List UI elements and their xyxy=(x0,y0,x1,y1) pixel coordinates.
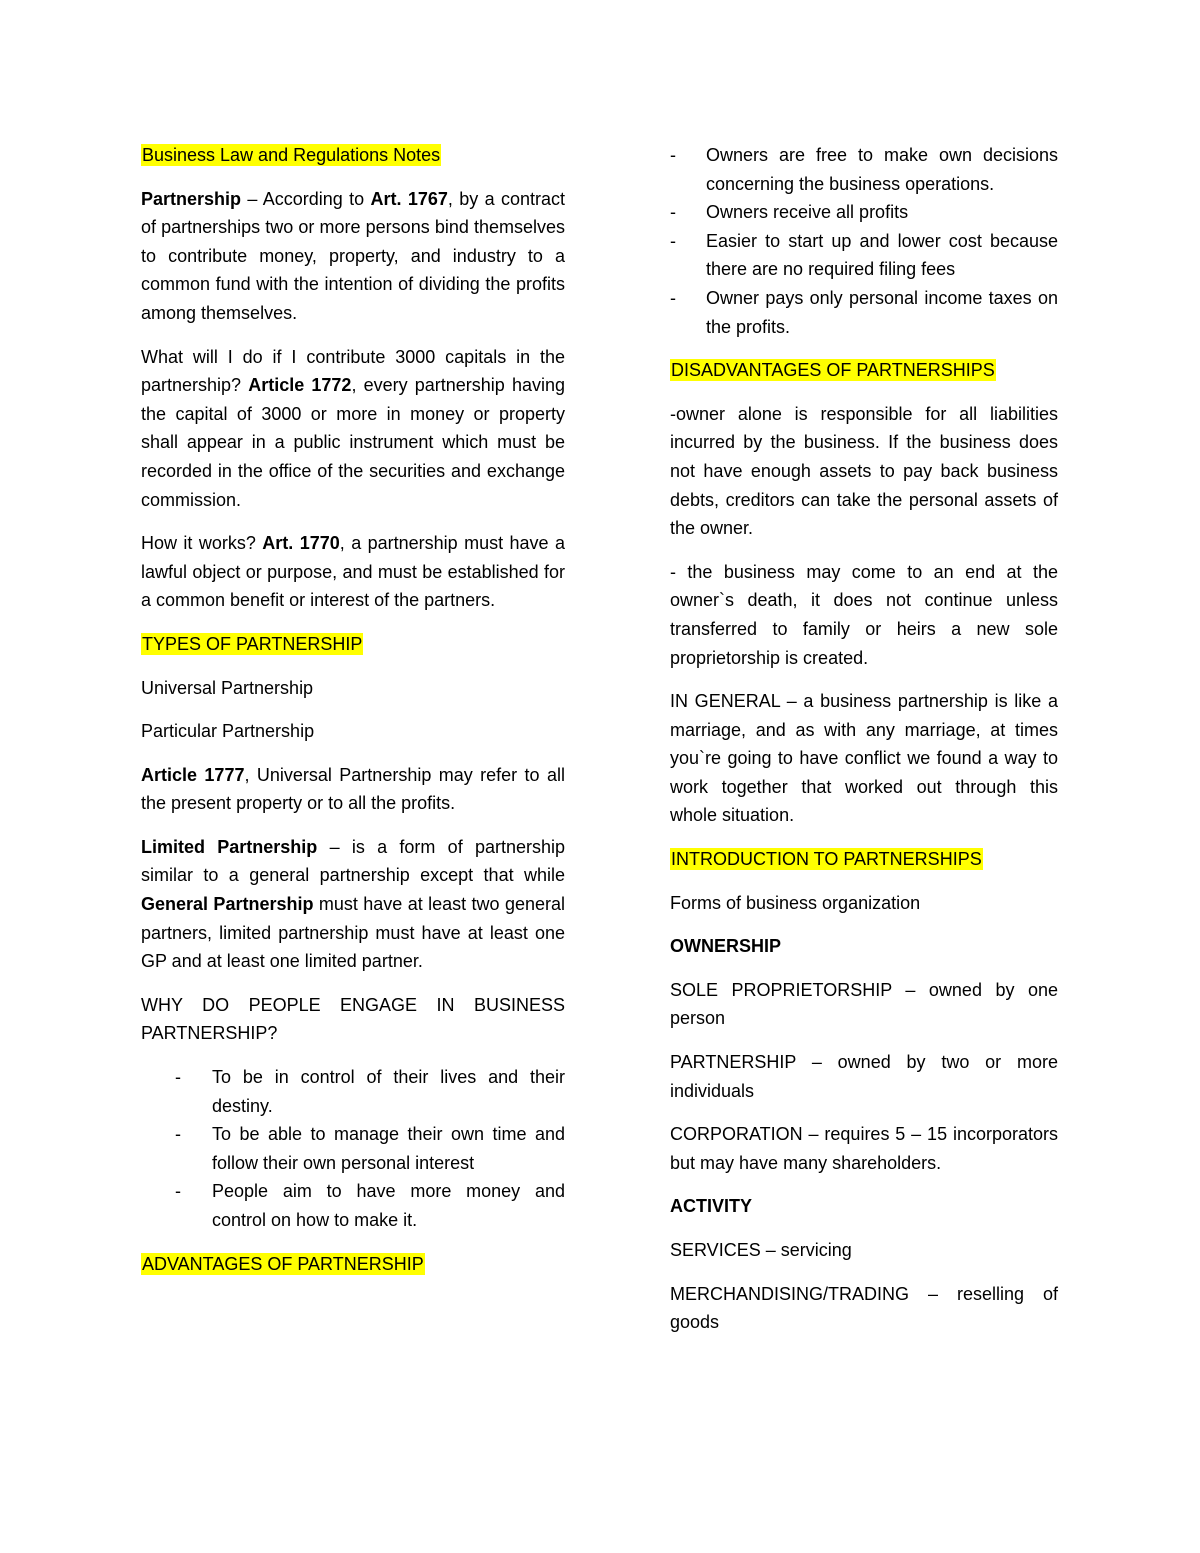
article-1770: Art. 1770 xyxy=(262,533,340,554)
capital-pre: What will I do if I contribute 3000 capitals in the partnership? xyxy=(141,346,565,396)
ownership-corporation: CORPORATION – requires 5 – 15 incorporators but may have many shareholders. xyxy=(670,1124,1058,1173)
ownership-heading-text: OWNERSHIP xyxy=(670,936,782,957)
article-1777-paragraph xyxy=(141,761,565,818)
activity-heading-text: ACTIVITY xyxy=(670,1196,753,1217)
dash-marker: - xyxy=(670,287,676,308)
list-item-text: To be able to manage their own time and follow their own personal interest xyxy=(212,1124,565,1173)
why-list xyxy=(141,1063,565,1235)
limited-text-2: must have at least two general partners, limited partnership must have at least one GP and at least one limited partner. xyxy=(141,894,565,972)
partnership-definition xyxy=(141,185,565,328)
disadvantages-heading-text: DISADVANTAGES OF PARTNERSHIPS xyxy=(671,360,995,381)
advantages-heading-text: ADVANTAGES OF PARTNERSHIP xyxy=(142,1253,424,1274)
list-item xyxy=(670,141,1058,198)
list-item-text: Owner pays only personal income taxes on the profits. xyxy=(706,287,1058,337)
right-column xyxy=(670,141,1058,1352)
article-1777-text: , Universal Partnership may refer to all the present property or to all the profits. xyxy=(141,764,565,814)
list-item xyxy=(141,1120,565,1177)
general-partnership-term: General Partnership xyxy=(141,894,314,915)
why-heading: WHY DO PEOPLE ENGAGE IN BUSINESS PARTNERSHIP? xyxy=(141,994,565,1044)
types-heading xyxy=(141,630,565,659)
forms-of-business: Forms of business organization xyxy=(670,892,921,913)
list-item xyxy=(141,1063,565,1120)
in-general-paragraph: IN GENERAL – a business partnership is like a marriage, and as with any marriage, at times you`re going to have conflict we found a way to work together that worked out through this whole situation. xyxy=(670,691,1058,826)
list-item xyxy=(670,198,1058,227)
activity-heading xyxy=(670,1192,1058,1221)
disadvantages-heading xyxy=(670,356,1058,385)
list-item-text: To be in control of their lives and their destiny. xyxy=(212,1067,565,1116)
intro-heading xyxy=(670,845,1058,874)
ownership-sole-proprietorship: SOLE PROPRIETORSHIP – owned by one person xyxy=(670,979,1058,1029)
how-text: , a partnership must have a lawful object or purpose, and must be established for a common benefit or interest of the partners. xyxy=(141,533,565,611)
dash-marker: - xyxy=(670,202,676,223)
capital-paragraph xyxy=(141,343,565,515)
partnership-pre: – According to xyxy=(241,188,371,209)
activity-merchandising: MERCHANDISING/TRADING – reselling of goods xyxy=(670,1283,1058,1333)
article-1777: Article 1777 xyxy=(141,764,245,785)
advantages-heading xyxy=(141,1250,565,1279)
list-item xyxy=(670,284,1058,341)
list-item xyxy=(670,227,1058,284)
dash-marker: - xyxy=(670,230,676,251)
ownership-heading xyxy=(670,932,1058,961)
capital-text: , every partnership having the capital of 3000 or more in money or property shall appear in a public instrument which must be recorded in the office of the securities and exchange commission. xyxy=(141,375,565,510)
left-column xyxy=(141,141,565,1293)
dash-marker: - xyxy=(175,1181,181,1202)
partnership-term: Partnership xyxy=(141,188,242,209)
article-1767: Art. 1767 xyxy=(370,188,448,209)
list-item xyxy=(141,1177,565,1234)
disadvantages-paragraph-2: - the business may come to an end at the owner`s death, it does not continue unless transferred to family or heirs a new sole proprietorship is created. xyxy=(670,561,1058,668)
ownership-partnership: PARTNERSHIP – owned by two or more individuals xyxy=(670,1052,1058,1101)
document-title xyxy=(141,141,565,170)
limited-partnership-paragraph xyxy=(141,833,565,976)
dash-marker: - xyxy=(175,1124,181,1145)
dash-marker: - xyxy=(175,1067,181,1088)
type-universal: Universal Partnership xyxy=(141,677,314,698)
how-pre: How it works? xyxy=(141,533,263,554)
article-1772: Article 1772 xyxy=(248,375,352,396)
disadvantages-paragraph-1: -owner alone is responsible for all liabilities incurred by the business. If the business does not have enough assets to pay back business debts, creditors can take the personal assets of the owner. xyxy=(670,403,1058,539)
list-item-text: Easier to start up and lower cost because there are no required filing fees xyxy=(706,230,1058,280)
list-item-text: Owners are free to make own decisions concerning the business operations. xyxy=(706,145,1058,194)
limited-partnership-term: Limited Partnership xyxy=(141,836,318,857)
advantages-list xyxy=(670,141,1058,341)
dash-marker: - xyxy=(670,145,676,165)
partnership-text: , by a contract of partnerships two or more persons bind themselves to contribute money, property, and industry to a common fund with the intention of dividing the profits among themselves. xyxy=(141,188,565,323)
list-item-text: People aim to have more money and control on how to make it. xyxy=(212,1181,565,1230)
types-heading-text: TYPES OF PARTNERSHIP xyxy=(142,633,363,654)
activity-services: SERVICES – servicing xyxy=(670,1240,852,1260)
title-highlight: Business Law and Regulations Notes xyxy=(142,145,441,165)
how-it-works-paragraph xyxy=(141,529,565,615)
limited-text-1: – is a form of partnership similar to a general partnership except that while xyxy=(141,836,566,886)
intro-heading-text: INTRODUCTION TO PARTNERSHIPS xyxy=(671,849,982,870)
type-particular: Particular Partnership xyxy=(141,721,315,742)
list-item-text: Owners receive all profits xyxy=(706,202,909,223)
